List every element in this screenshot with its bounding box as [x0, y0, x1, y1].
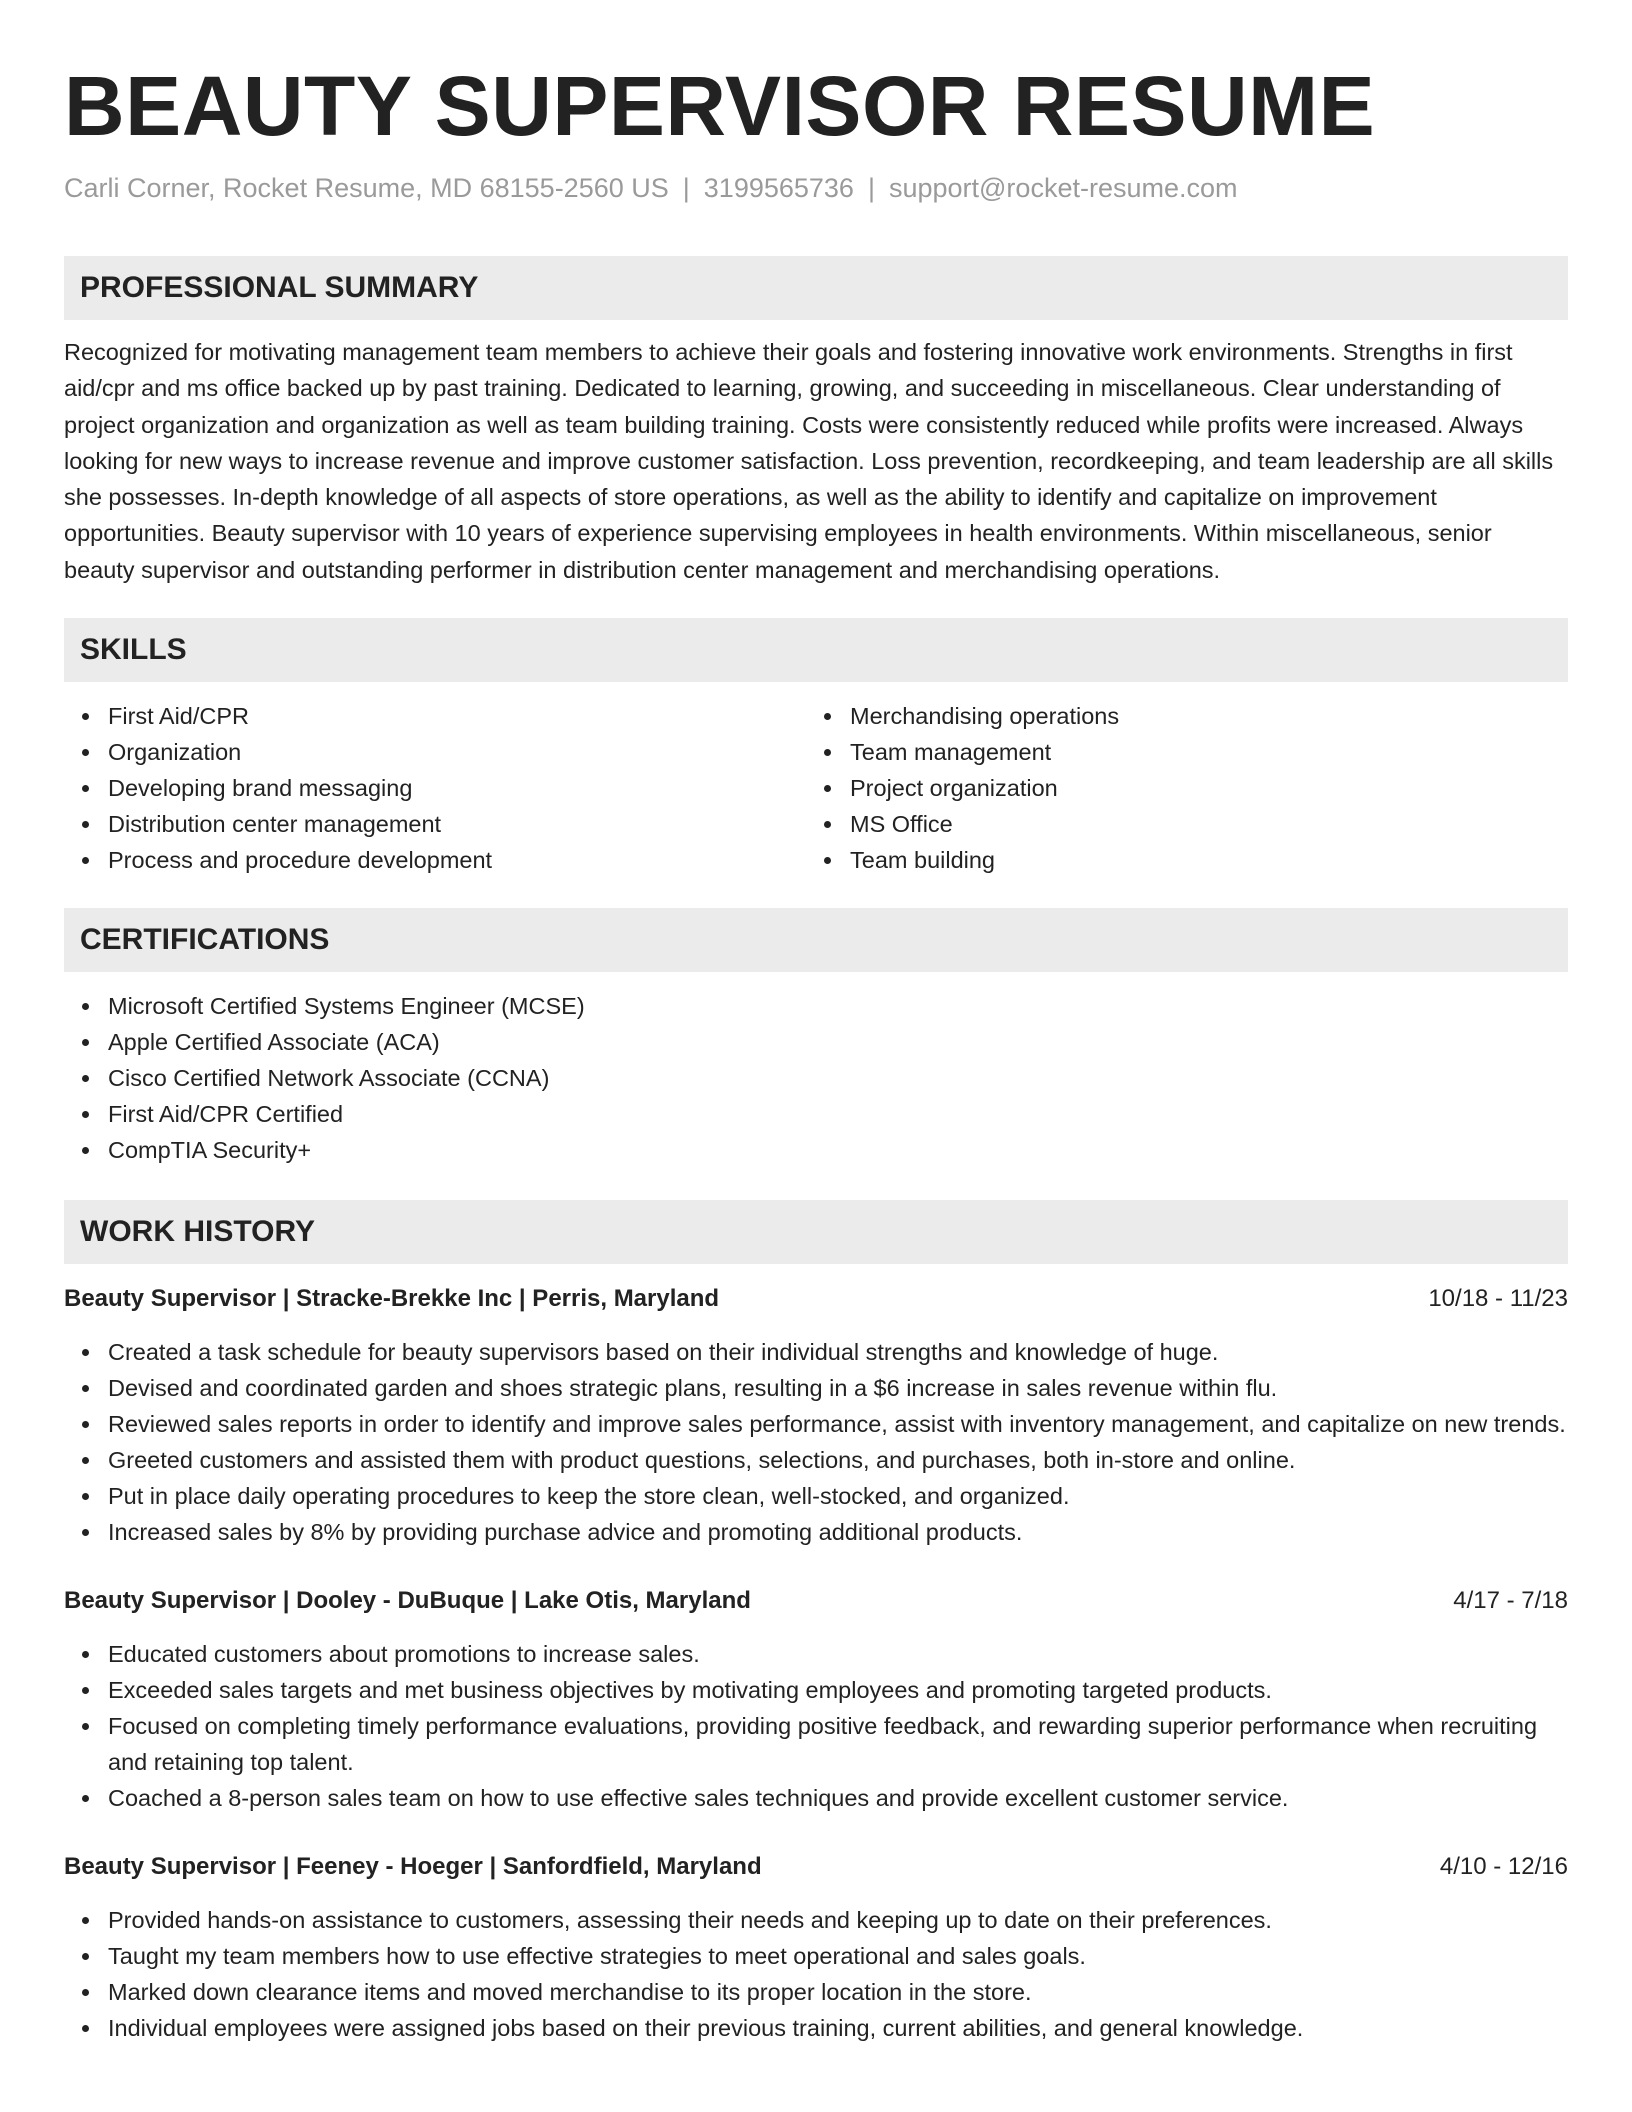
job-dates: 4/10 - 12/16 [1439, 1853, 1568, 1881]
skill-item: First Aid/CPR [108, 698, 806, 734]
summary-section-header: PROFESSIONAL SUMMARY [64, 256, 1568, 320]
skill-item: Team building [850, 842, 1548, 878]
job-bullet: Coached a 8-person sales team on how to use effective sales techniques and provide excellent customer service. [108, 1780, 1568, 1816]
skills-list-left [64, 698, 806, 878]
contact-email: support@rocket-resume.com [888, 173, 1238, 203]
work-history-section-header: WORK HISTORY [64, 1200, 1568, 1264]
page-title: BEAUTY SUPERVISOR RESUME [64, 59, 1376, 153]
skill-item: MS Office [850, 806, 1548, 842]
job-bullet-list [64, 1334, 1568, 1550]
job-bullet: Put in place daily operating procedures to keep the store clean, well-stocked, and organized. [108, 1478, 1568, 1514]
job-bullet-list [64, 1636, 1568, 1816]
skills-list-right [806, 698, 1548, 878]
job-bullet: Taught my team members how to use effective strategies to meet operational and sales goals. [108, 1938, 1568, 1974]
certifications-section-header: CERTIFICATIONS [64, 908, 1568, 972]
contact-address: Carli Corner, Rocket Resume, MD 68155-2560 US [64, 173, 669, 203]
skill-item: Organization [108, 734, 806, 770]
contact-separator: | [682, 173, 690, 203]
job-header [64, 1584, 1568, 1618]
job-title: Beauty Supervisor | Dooley - DuBuque | Lake Otis, Maryland [64, 1587, 751, 1615]
job-header [64, 1282, 1568, 1316]
job-bullet: Increased sales by 8% by providing purchase advice and promoting additional products. [108, 1514, 1568, 1550]
skills-column-left [64, 698, 806, 878]
skill-item: Project organization [850, 770, 1548, 806]
skills-section-header: SKILLS [64, 618, 1568, 682]
skill-item: Process and procedure development [108, 842, 806, 878]
job-entry [64, 1584, 1568, 1816]
certification-item: First Aid/CPR Certified [108, 1096, 1568, 1132]
certifications-list [64, 988, 1568, 1168]
certification-item: CompTIA Security+ [108, 1132, 1568, 1168]
certification-item: Microsoft Certified Systems Engineer (MCSE) [108, 988, 1568, 1024]
job-bullet: Marked down clearance items and moved merchandise to its proper location in the store. [108, 1974, 1568, 2010]
job-bullet: Devised and coordinated garden and shoes strategic plans, resulting in a $6 increase in sales revenue within flu. [108, 1370, 1568, 1406]
skills-columns [64, 698, 1568, 878]
job-title: Beauty Supervisor | Stracke-Brekke Inc | Perris, Maryland [64, 1285, 720, 1313]
contact-separator: | [867, 173, 875, 203]
job-title: Beauty Supervisor | Feeney - Hoeger | Sanfordfield, Maryland [64, 1853, 762, 1881]
summary-text: Recognized for motivating management team members to achieve their goals and fostering innovative work environments. Strengths in first aid/cpr and ms office backed up by past training. Dedicated to learning, growing, and succeeding in miscellaneous. Clear understanding of project organization and organization as well as team building training. Costs were consistently reduced while profits were increased. Always looking for new ways to increase revenue and improve customer satisfaction. Loss prevention, recordkeeping, and team leadership are all skills she possesses. In-depth knowledge of all aspects of store operations, as well as the ability to identify and capitalize on improvement opportunities. Beauty supervisor with 10 years of experience supervising employees in health environments. Within miscellaneous, senior beauty supervisor and outstanding performer in distribution center management and merchandising operations. [64, 339, 1554, 583]
skill-item: Team management [850, 734, 1548, 770]
job-bullet: Exceeded sales targets and met business objectives by motivating employees and promoting targeted products. [108, 1672, 1568, 1708]
job-dates: 4/17 - 7/18 [1453, 1587, 1568, 1615]
job-bullet: Created a task schedule for beauty supervisors based on their individual strengths and knowledge of huge. [108, 1334, 1568, 1370]
skills-column-right [806, 698, 1548, 878]
skill-item: Developing brand messaging [108, 770, 806, 806]
job-dates: 10/18 - 11/23 [1428, 1285, 1568, 1313]
certification-item: Cisco Certified Network Associate (CCNA) [108, 1060, 1568, 1096]
job-entry [64, 1282, 1568, 1550]
job-bullet: Provided hands-on assistance to customers, assessing their needs and keeping up to date on their preferences. [108, 1902, 1568, 1938]
job-bullet: Educated customers about promotions to increase sales. [108, 1636, 1568, 1672]
certification-item: Apple Certified Associate (ACA) [108, 1024, 1568, 1060]
job-entry [64, 1850, 1568, 2046]
job-bullet: Individual employees were assigned jobs based on their previous training, current abilities, and general knowledge. [108, 2010, 1568, 2046]
job-header [64, 1850, 1568, 1884]
skill-item: Merchandising operations [850, 698, 1548, 734]
contact-phone: 3199565736 [703, 173, 854, 203]
job-bullet-list [64, 1902, 1568, 2046]
job-bullet: Greeted customers and assisted them with product questions, selections, and purchases, both in-store and online. [108, 1442, 1568, 1478]
job-bullet: Focused on completing timely performance evaluations, providing positive feedback, and rewarding superior performance when recruiting and retaining top talent. [108, 1708, 1568, 1780]
job-bullet: Reviewed sales reports in order to identify and improve sales performance, assist with inventory management, and capitalize on new trends. [108, 1406, 1568, 1442]
contact-line [64, 170, 1568, 206]
skill-item: Distribution center management [108, 806, 806, 842]
resume-page [64, 0, 1568, 2046]
